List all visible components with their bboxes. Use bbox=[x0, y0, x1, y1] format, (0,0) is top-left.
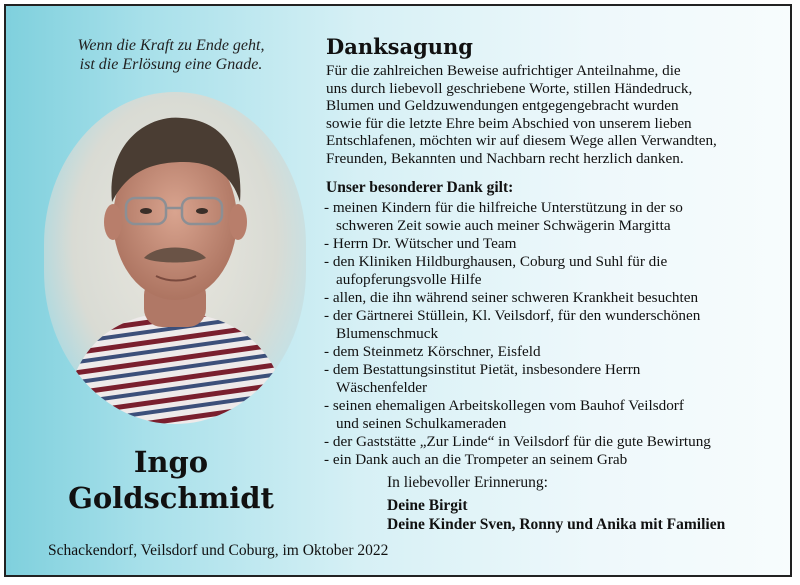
intro-line: Blumen und Geldzuwendungen entgegengebracht wurden bbox=[326, 97, 679, 114]
list-item-line: - Herrn Dr. Wütscher und Team bbox=[324, 235, 517, 252]
list-item-line: - der Gaststätte „Zur Linde“ in Veilsdorf für die gute Bewirtung bbox=[324, 433, 711, 450]
shirt-shape bbox=[64, 312, 289, 424]
list-item bbox=[324, 307, 711, 343]
list-item bbox=[324, 289, 711, 307]
list-item-continuation: schweren Zeit sowie auch meiner Schwägerin Margitta bbox=[336, 217, 671, 234]
list-item-continuation: Wäschenfelder bbox=[336, 379, 428, 396]
last-name: Goldschmidt bbox=[68, 481, 274, 515]
list-item-line: - seinen ehemaligen Arbeitskollegen vom Bauhof Veilsdorf bbox=[324, 397, 684, 414]
portrait-illustration bbox=[44, 92, 306, 424]
list-item-line: - allen, die ihn während seiner schweren Krankheit besuchten bbox=[324, 289, 699, 306]
signatures bbox=[387, 496, 725, 534]
list-item-continuation: Blumenschmuck bbox=[336, 325, 439, 342]
list-item-line: - der Gärtnerei Stüllein, Kl. Veilsdorf, für den wunderschönen bbox=[324, 307, 701, 324]
thanks-list bbox=[324, 199, 711, 469]
left-ear-shape bbox=[104, 204, 122, 240]
intro-line: sowie für die letzte Ehre beim Abschied von unserem lieben bbox=[326, 114, 692, 132]
list-item-continuation: und seinen Schulkameraden bbox=[336, 415, 507, 432]
list-item bbox=[324, 235, 711, 253]
portrait-photo bbox=[44, 92, 306, 424]
list-item bbox=[324, 199, 711, 235]
first-name: Ingo bbox=[133, 445, 209, 479]
memory-line: In liebevoller Erinnerung: bbox=[387, 474, 548, 491]
list-item-line: - dem Bestattungsinstitut Pietät, insbesondere Herrn bbox=[324, 361, 641, 378]
list-item-continuation: aufopferungsvolle Hilfe bbox=[336, 271, 482, 288]
signature-line: Deine Birgit bbox=[387, 497, 468, 514]
motto-line: Wenn die Kraft zu Ende geht, bbox=[77, 37, 265, 54]
deceased-name bbox=[36, 444, 306, 516]
list-item-line: - meinen Kindern für die hilfreiche Unterstützung in der so bbox=[324, 199, 683, 216]
signature-line: Deine Kinder Sven, Ronny und Anika mit Familien bbox=[387, 516, 726, 533]
thanks-subheading: Unser besonderer Dank gilt: bbox=[326, 179, 514, 196]
list-item bbox=[324, 253, 711, 289]
intro-line: Freunden, Bekannten und Nachbarn recht herzlich danken. bbox=[326, 149, 684, 167]
list-item-line: - dem Steinmetz Körschner, Eisfeld bbox=[324, 343, 541, 360]
list-item bbox=[324, 433, 711, 451]
motto-line: ist die Erlösung eine Gnade. bbox=[79, 56, 263, 73]
right-ear-shape bbox=[229, 204, 247, 240]
intro-line: Entschlafenen, möchten wir auf diesem Wege allen Verwandten, bbox=[326, 132, 717, 149]
list-item-line: - ein Dank auch an die Trompeter an seinem Grab bbox=[324, 451, 628, 468]
list-item-line: - den Kliniken Hildburghausen, Coburg und Suhl für die bbox=[324, 253, 668, 270]
page-title: Danksagung bbox=[326, 34, 473, 59]
motto bbox=[46, 36, 296, 74]
list-item bbox=[324, 451, 711, 469]
list-item bbox=[324, 397, 711, 433]
obituary-card bbox=[4, 4, 792, 577]
intro-paragraph bbox=[326, 62, 717, 167]
intro-line: uns durch liebevoll geschriebene Worte, stillen Händedruck, bbox=[326, 79, 693, 97]
list-item bbox=[324, 343, 711, 361]
intro-line: Für die zahlreichen Beweise aufrichtiger Anteilnahme, die bbox=[326, 62, 681, 79]
list-item bbox=[324, 361, 711, 397]
place-date-footer: Schackendorf, Veilsdorf und Coburg, im Oktober 2022 bbox=[48, 542, 389, 559]
